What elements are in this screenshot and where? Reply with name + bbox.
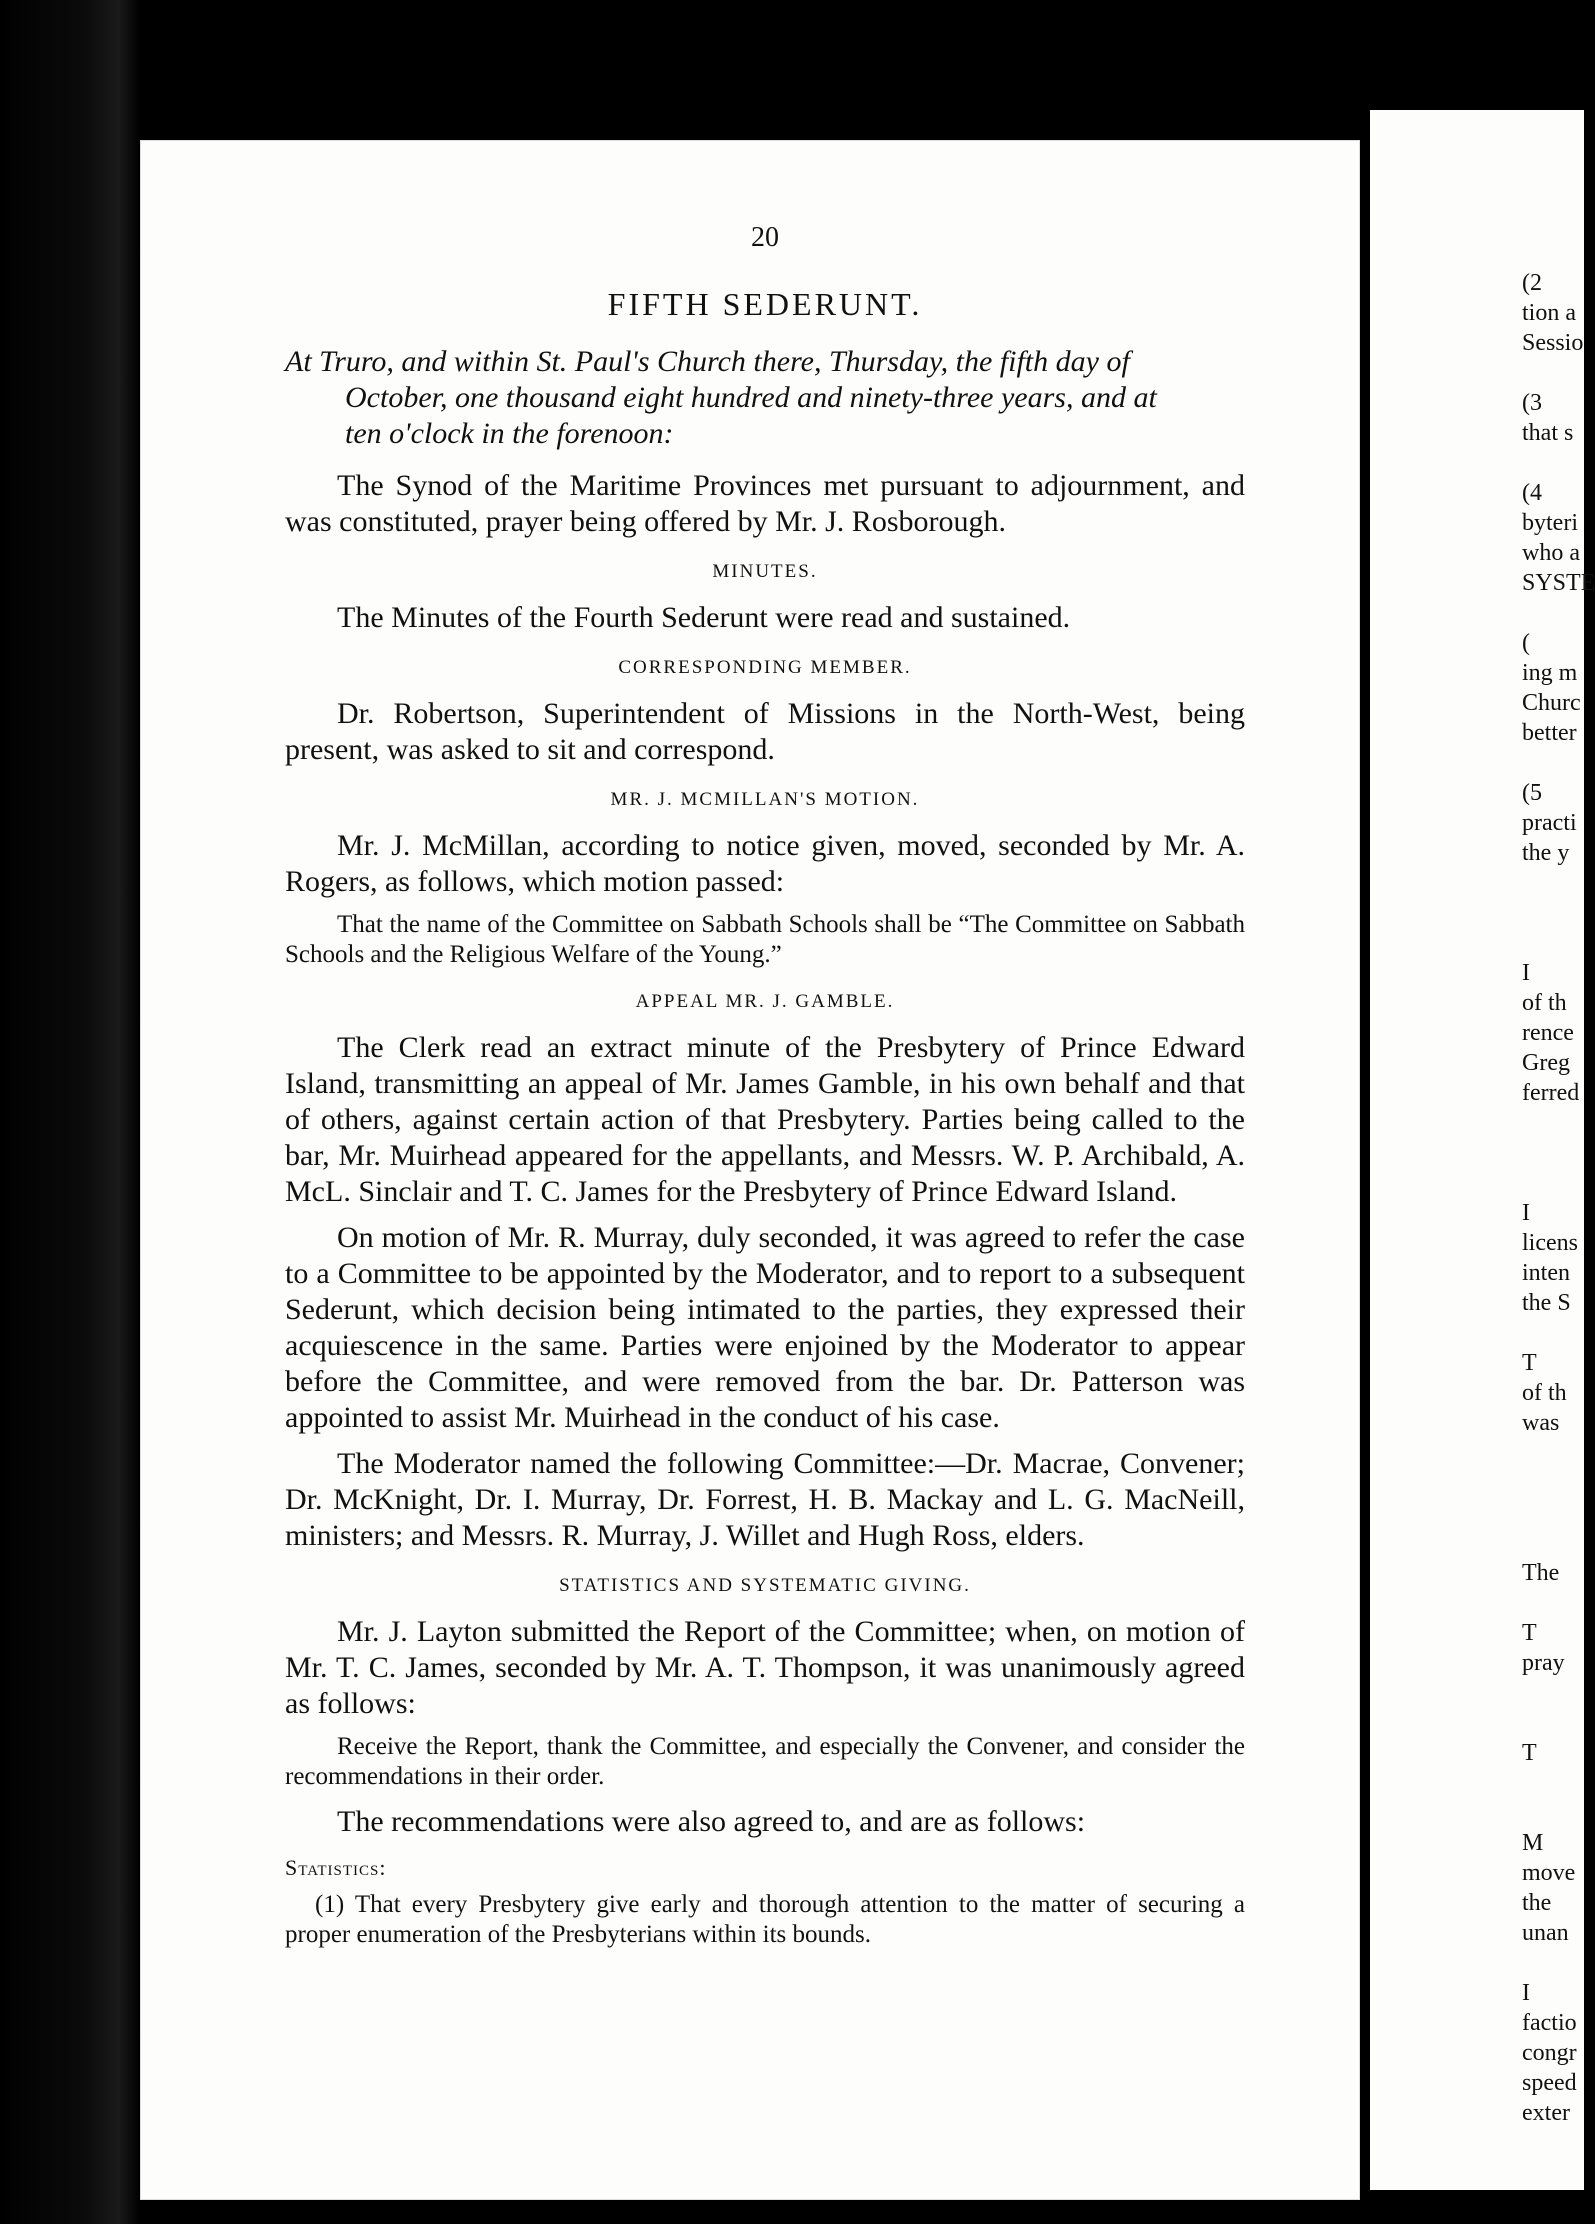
right-page-fragment: (2	[1522, 270, 1542, 296]
right-page-fragment: licens	[1522, 1230, 1578, 1256]
motion-quote: That the name of the Committee on Sabbath Schools shall be “The Committee on Sabbath Schools and the Religious Welfare of the Young.”	[285, 911, 1245, 968]
section-heading-appeal: APPEAL MR. J. GAMBLE.	[635, 991, 895, 1012]
right-page-fragment: Sessio	[1522, 330, 1584, 356]
right-page-fragment: I	[1522, 1200, 1530, 1226]
right-page-fragment	[1522, 748, 1584, 778]
right-page-fragment	[1522, 1588, 1584, 1618]
right-page-fragment	[1522, 1438, 1584, 1468]
right-page-fragment	[1522, 1108, 1584, 1138]
right-page-fragment: ing m	[1522, 660, 1578, 686]
right-page-fragment	[1522, 1168, 1584, 1198]
right-page-fragment: was	[1522, 1410, 1560, 1436]
right-page-fragment: T	[1522, 1350, 1537, 1376]
right-page-fragment	[1522, 1468, 1584, 1498]
right-page-fragment	[1522, 358, 1584, 388]
intro-line: October, one thousand eight hundred and ninety-three years, and at	[345, 381, 1157, 414]
right-page-fragment	[1522, 1708, 1584, 1738]
right-page-fragment: that s	[1522, 420, 1574, 446]
appeal-paragraph: The Clerk read an extract minute of the Presbytery of Prince Edward Island, transmitting an appeal of Mr. James Gamble, in his own behalf and that of others, against certain action of that Presbytery. Parties being called to the bar, Mr. Muirhead appeared for the appellants, and Messrs. W. P. Archibald, A. McL. Sinclair and T. C. James for the Presbytery of Prince Edward Island.	[285, 1031, 1245, 1208]
right-page-fragment: move	[1522, 1860, 1576, 1886]
recommendations-paragraph: The recommendations were also agreed to, and are as follows:	[337, 1805, 1086, 1838]
right-page-fragment: the y	[1522, 840, 1570, 866]
right-page-fragment: I	[1522, 960, 1530, 986]
section-heading-corresponding-member: CORRESPONDING MEMBER.	[618, 657, 912, 678]
right-page-fragment: byteri	[1522, 510, 1578, 536]
section-heading-statistics: STATISTICS AND SYSTEMATIC GIVING.	[559, 1575, 971, 1596]
recommendation-item: (1) That every Presbytery give early and thorough attention to the matter of securing a proper enumeration of the Presbyterians within its bounds.	[285, 1891, 1245, 1948]
page-number: 20	[751, 222, 779, 253]
right-page-fragment: exter	[1522, 2100, 1570, 2126]
right-page-fragment: T	[1522, 1740, 1537, 1766]
statistics-paragraph: Mr. J. Layton submitted the Report of the Committee; when, on motion of Mr. T. C. James, seconded by Mr. A. T. Thompson, it was unanimously agreed as follows:	[285, 1615, 1245, 1720]
right-page-fragment: (	[1522, 630, 1530, 656]
right-page-fragment	[1522, 1498, 1584, 1528]
right-page-fragment: the S	[1522, 1290, 1571, 1316]
right-page-fragment: pray	[1522, 1650, 1565, 1676]
right-page-fragment: (5	[1522, 780, 1542, 806]
right-page-fragment: (4	[1522, 480, 1542, 506]
statistics-quote: Receive the Report, thank the Committee, and especially the Convener, and consider the recommendations in their order.	[285, 1733, 1245, 1790]
right-page-fragment: the	[1522, 1890, 1552, 1916]
page-title: FIFTH SEDERUNT.	[607, 286, 923, 322]
right-page-fragment: tion a	[1522, 300, 1576, 326]
right-page-fragment: (3	[1522, 390, 1542, 416]
right-page-fragment: M	[1522, 1830, 1544, 1856]
right-page-fragment: factio	[1522, 2010, 1577, 2036]
appeal-paragraph: On motion of Mr. R. Murray, duly seconded, it was agreed to refer the case to a Committee to be appointed by the Moderator, and to report to a subsequent Sederunt, which decision being intimated to the parties, they expressed their acquiescence in the same. Parties were enjoined by the Moderator to appear before the Committee, and were removed from the bar. Dr. Patterson was appointed to assist Mr. Muirhead in the conduct of his case.	[285, 1221, 1245, 1434]
right-page-fragment: Greg	[1522, 1050, 1570, 1076]
book-binding-shadow	[0, 0, 140, 2224]
right-page-fragment	[1522, 1948, 1584, 1978]
right-page-fragment: practi	[1522, 810, 1577, 836]
right-page-fragment: of th	[1522, 990, 1567, 1016]
right-page-fragment	[1522, 1138, 1584, 1168]
section-heading-minutes: MINUTES.	[712, 561, 818, 582]
right-page-fragment	[1522, 1678, 1584, 1708]
right-page-fragment	[1522, 928, 1584, 958]
right-page-fragment	[1522, 1318, 1584, 1348]
right-page-fragment: T	[1522, 1620, 1537, 1646]
motion-paragraph: Mr. J. McMillan, according to notice given, moved, seconded by Mr. A. Rogers, as follows, which motion passed:	[285, 829, 1245, 898]
right-page-fragment	[1522, 1798, 1584, 1828]
right-page-fragment: rence	[1522, 1020, 1574, 1046]
minutes-paragraph: The Minutes of the Fourth Sederunt were read and sustained.	[337, 601, 1071, 634]
opening-paragraph: The Synod of the Maritime Provinces met pursuant to adjournment, and was constituted, prayer being offered by Mr. J. Rosborough.	[285, 469, 1245, 538]
right-page-fragment: of th	[1522, 1380, 1567, 1406]
right-page-fragment: congr	[1522, 2040, 1577, 2066]
right-page-fragment: ferred	[1522, 1080, 1580, 1106]
section-heading-mcmillan-motion: MR. J. MCMILLAN'S MOTION.	[610, 789, 920, 810]
right-page-fragment: Churc	[1522, 690, 1581, 716]
right-page-fragment: speed	[1522, 2070, 1577, 2096]
right-page-fragment: who a	[1522, 540, 1580, 566]
right-page-fragment: The	[1522, 1560, 1560, 1586]
right-page-text-fragments	[1522, 268, 1595, 2128]
right-page-fragment: I	[1522, 1980, 1530, 2006]
intro-line: ten o'clock in the forenoon:	[345, 417, 674, 450]
right-page-fragment: unan	[1522, 1920, 1569, 1946]
statistics-label: Statistics:	[285, 1855, 387, 1880]
sederunt-intro	[285, 344, 1245, 452]
intro-line: At Truro, and within St. Paul's Church there, Thursday, the fifth day of	[285, 345, 1130, 378]
right-page-fragment	[1522, 598, 1584, 628]
right-page-fragment	[1522, 1528, 1584, 1558]
appeal-paragraph: The Moderator named the following Committee:—Dr. Macrae, Convener; Dr. McKnight, Dr. I. Murray, Dr. Forrest, H. B. Mackay and L. G. MacNeill, ministers; and Messrs. R. Murray, J. Willet and Hugh Ross, elders.	[285, 1447, 1245, 1552]
right-page-fragment	[1522, 868, 1584, 898]
corresponding-member-paragraph: Dr. Robertson, Superintendent of Missions in the North-West, being present, was asked to sit and correspond.	[285, 697, 1245, 766]
right-page-fragment	[1522, 448, 1584, 478]
right-page-fragment: SYSTE	[1522, 570, 1595, 596]
page-content	[285, 220, 1245, 1950]
right-page-fragment	[1522, 1768, 1584, 1798]
right-page-fragment: inten	[1522, 1260, 1570, 1286]
right-page-fragment	[1522, 898, 1584, 928]
right-page-fragment: better	[1522, 720, 1577, 746]
